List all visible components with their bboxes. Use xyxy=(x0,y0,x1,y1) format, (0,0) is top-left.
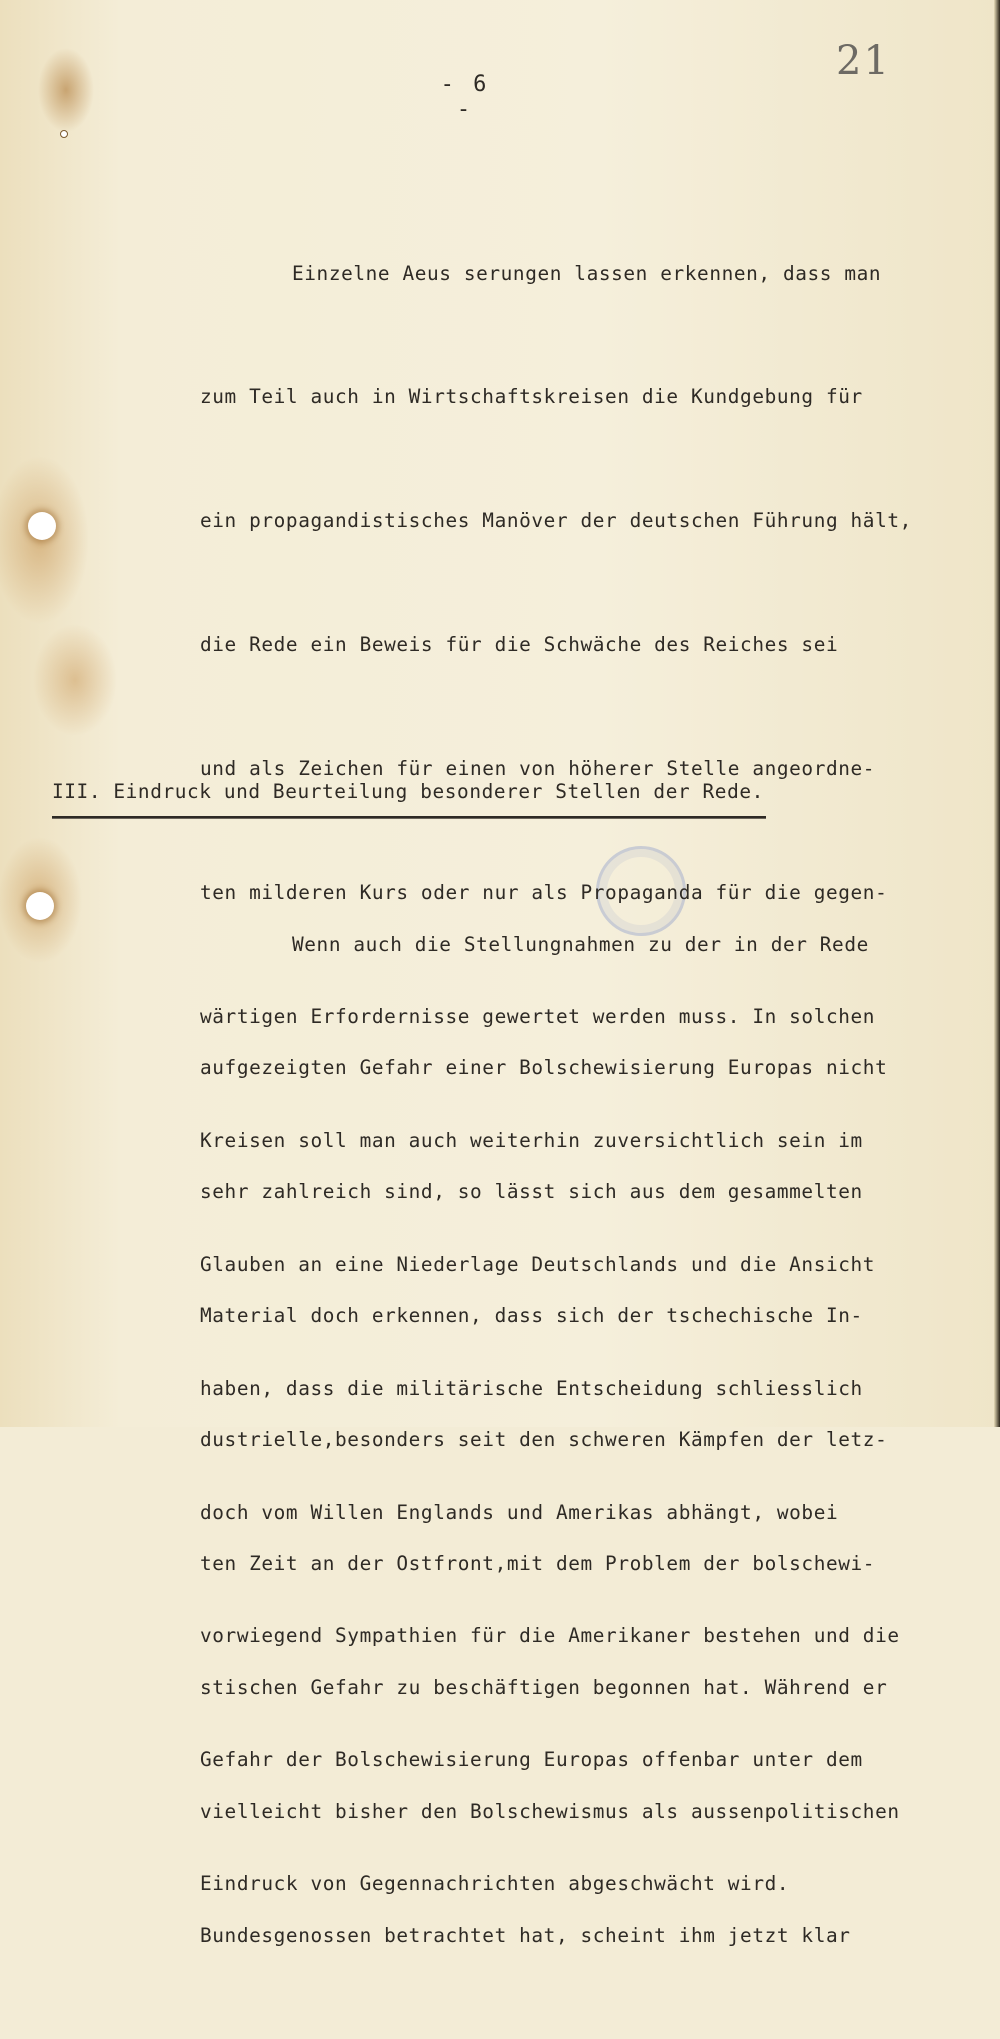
punch-hole-lower xyxy=(26,892,54,920)
heading-underline xyxy=(52,816,766,819)
text-line: die Rede ein Beweis für die Schwäche des Reiches sei xyxy=(200,633,839,657)
text-line: Material doch erkennen, dass sich der tschechische In- xyxy=(200,1304,863,1328)
text-line: haben, dass die militärische Entscheidung schliesslich xyxy=(200,1376,863,1400)
text-line: zum Teil auch in Wirtschaftskreisen die Kundgebung für xyxy=(200,385,863,409)
text-line: ten milderen Kurs oder nur als Propaganda für die gegen- xyxy=(200,881,888,905)
archive-folio-number: 21 xyxy=(836,38,891,84)
text-line: Gefahr der Bolschewisierung Europas offenbar unter dem xyxy=(200,1748,863,1772)
text-line: Wenn auch die Stellungnahmen zu der in der Rede xyxy=(292,932,869,956)
text-line: Kreisen soll man auch weiterhin zuversichtlich sein im xyxy=(200,1128,863,1152)
text-line: stischen Gefahr zu beschäftigen begonnen hat. Während er xyxy=(200,1675,888,1699)
page-number: - 6 - xyxy=(440,72,490,122)
section-heading: III. Eindruck und Beurteilung besonderer Stellen der Rede. xyxy=(52,780,764,803)
text-line: doch vom Willen Englands und Amerikas abhängt, wobei xyxy=(200,1500,839,1524)
text-line: aufgezeigten Gefahr einer Bolschewisierung Europas nicht xyxy=(200,1056,888,1080)
text-line: und als Zeichen für einen von höherer Stelle angeordne- xyxy=(200,757,876,781)
text-line: ein propagandistisches Manöver der deutschen Führung hält, xyxy=(200,509,912,533)
paragraph-2 xyxy=(200,841,900,2039)
page-edge-shadow xyxy=(994,0,1000,1427)
text-line: Eindruck von Gegennachrichten abgeschwächt wird. xyxy=(200,1872,790,1896)
text-line: sehr zahlreich sind, so lässt sich aus dem gesammelten xyxy=(200,1180,863,1204)
text-line: vorwiegend Sympathien für die Amerikaner bestehen und die xyxy=(200,1624,900,1648)
text-line: ten Zeit an der Ostfront,mit dem Problem der bolschewi- xyxy=(200,1552,876,1576)
pin-hole xyxy=(60,130,68,138)
text-line: Bundesgenossen betrachtet hat, scheint ihm jetzt klar xyxy=(200,1923,851,1947)
text-line: Einzelne Aeus serungen lassen erkennen, dass man xyxy=(292,261,882,285)
text-line: dustrielle,besonders seit den schweren Kämpfen der letz- xyxy=(200,1428,888,1452)
punch-hole-upper xyxy=(28,512,56,540)
text-line: wärtigen Erfordernisse gewertet werden muss. In solchen xyxy=(200,1004,876,1028)
text-line: vielleicht bisher den Bolschewismus als aussenpolitischen xyxy=(200,1799,900,1823)
text-line: Glauben an eine Niederlage Deutschlands und die Ansicht xyxy=(200,1252,876,1276)
